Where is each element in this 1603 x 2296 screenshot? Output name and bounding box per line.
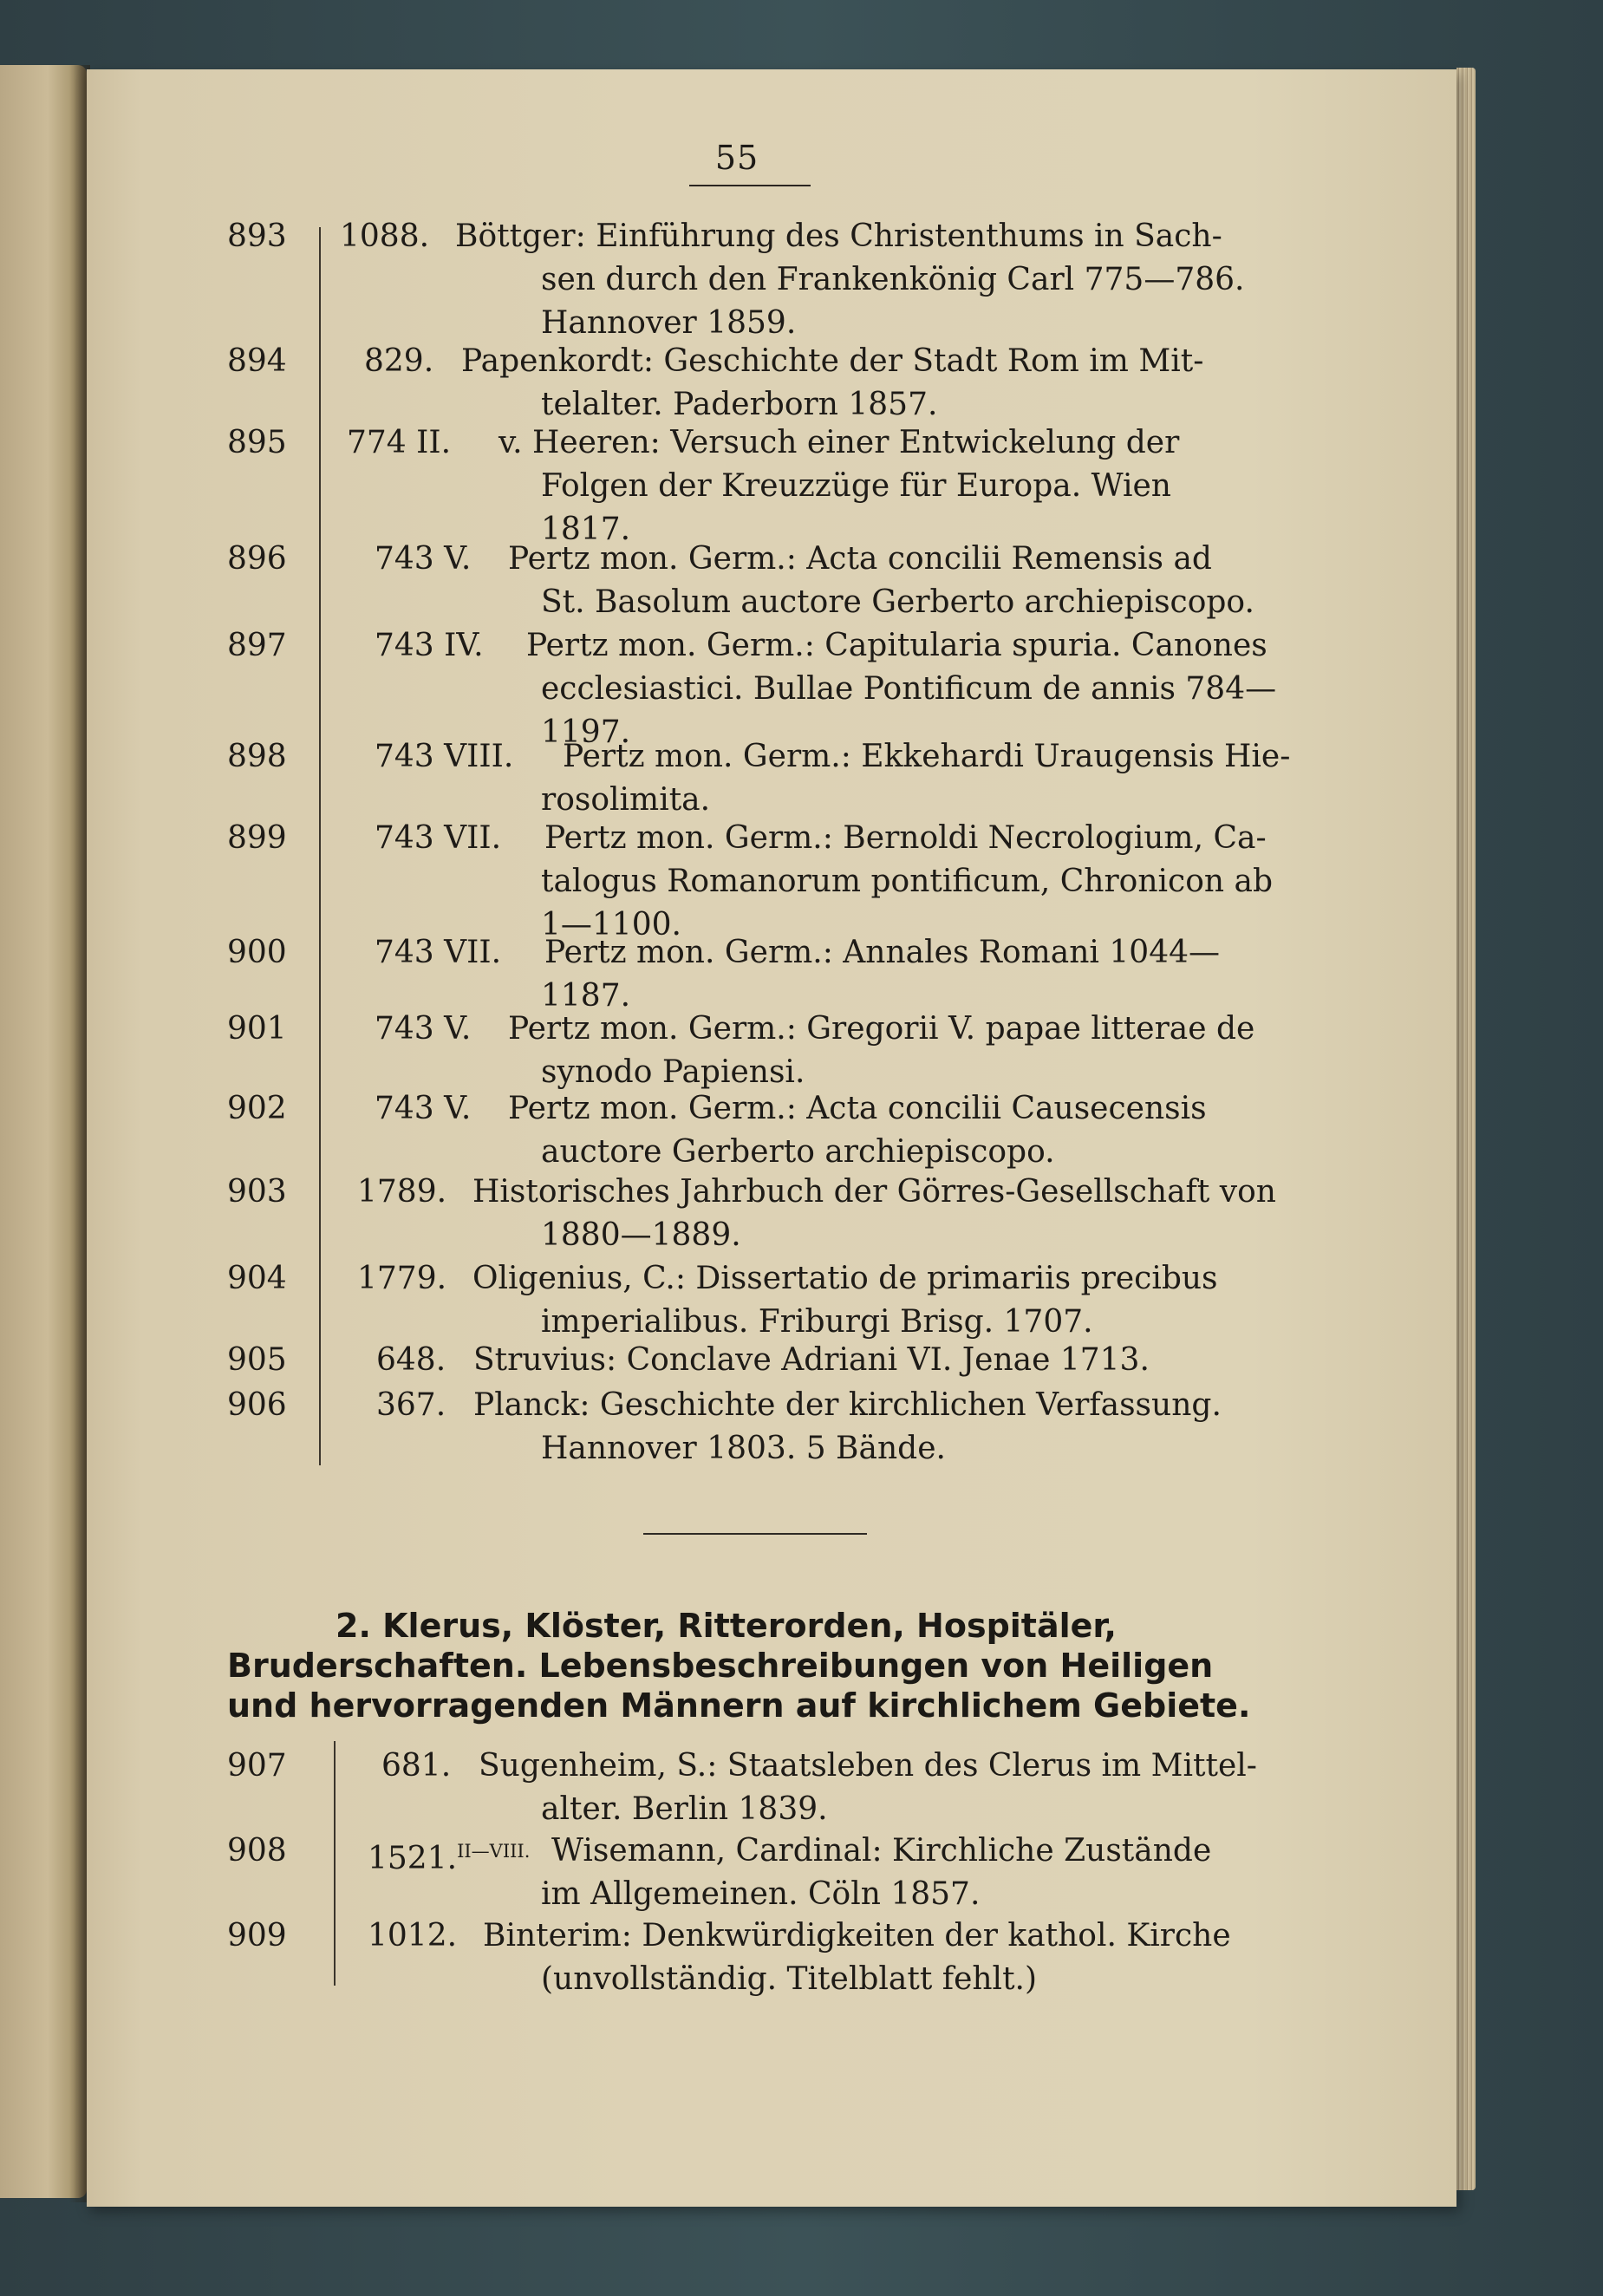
entry-text-line: auctore Gerberto archiepiscopo. bbox=[541, 1134, 1055, 1170]
entry-number: 909 bbox=[227, 1918, 287, 1954]
heading-line: Bruderschaften. Lebensbeschreibungen von Heiligen bbox=[227, 1647, 1214, 1685]
shelf-reference-volumes: II—VIII. bbox=[457, 1841, 531, 1862]
shelf-reference-number: 1789. bbox=[357, 1174, 447, 1210]
page-number-rule bbox=[689, 185, 811, 186]
shelf-reference-number: 648. bbox=[376, 1342, 446, 1378]
page-number: 55 bbox=[714, 139, 759, 177]
shelf-reference-number: 1012. bbox=[368, 1918, 458, 1954]
entry-number: 902 bbox=[227, 1091, 287, 1126]
shelf-reference-number: 681. bbox=[381, 1748, 452, 1784]
entry-text-line: talogus Romanorum pontificum, Chronicon ab bbox=[541, 864, 1274, 899]
shelf-reference-number: 743 VII. bbox=[375, 935, 502, 970]
entry-text-line: Pertz mon. Germ.: Bernoldi Necrologium, Ca- bbox=[544, 820, 1267, 856]
entry-text bbox=[340, 735, 1291, 822]
entry-text bbox=[340, 1008, 1276, 1094]
entry-number: 897 bbox=[227, 628, 287, 663]
entry-text-line: Hannover 1803. 5 Bände. bbox=[541, 1431, 946, 1466]
entry-text-line: Historisches Jahrbuch der Görres-Gesellschaft von bbox=[472, 1174, 1276, 1210]
shelf-reference-number: 743 IV. bbox=[375, 628, 484, 663]
entry-text bbox=[340, 1384, 1276, 1471]
entry-text bbox=[340, 1171, 1276, 1257]
heading-line: 2. Klerus, Klöster, Ritterorden, Hospitäler, bbox=[336, 1607, 1117, 1645]
entry-number: 898 bbox=[227, 739, 287, 774]
entry-text bbox=[340, 538, 1276, 624]
entry-text bbox=[340, 1087, 1276, 1174]
entry-text-line: synodo Papiensi. bbox=[541, 1054, 805, 1090]
shelf-reference-number: 743 V. bbox=[375, 541, 472, 577]
entry-text-line: Pertz mon. Germ.: Acta concilii Causecensis bbox=[508, 1091, 1207, 1126]
shelf-reference-number: 743 V. bbox=[375, 1091, 472, 1126]
entry-text-line: Binterim: Denkwürdigkeiten der kathol. Kirche bbox=[483, 1918, 1231, 1954]
entry-text bbox=[340, 340, 1276, 427]
entry-text-line: ecclesiastici. Bullae Pontificum de annis 784— bbox=[541, 671, 1277, 707]
entry-number: 896 bbox=[227, 541, 287, 577]
entry-text-line: St. Basolum auctore Gerberto archiepiscopo. bbox=[541, 584, 1254, 620]
entry-number: 894 bbox=[227, 343, 287, 379]
shelf-reference-number: 743 VII. bbox=[375, 820, 502, 856]
entry-text bbox=[340, 1745, 1276, 1831]
entry-number: 899 bbox=[227, 820, 287, 856]
entry-number: 900 bbox=[227, 935, 287, 970]
entry-text bbox=[340, 1257, 1276, 1344]
entry-number: 906 bbox=[227, 1387, 287, 1423]
entry-text-line: Pertz mon. Germ.: Ekkehardi Uraugensis Hie- bbox=[563, 739, 1291, 774]
entry-text-line: im Allgemeinen. Cöln 1857. bbox=[541, 1876, 981, 1912]
entry-text bbox=[340, 1830, 1276, 1916]
entry-text-line: sen durch den Frankenkönig Carl 775—786. bbox=[541, 262, 1245, 297]
entry-number: 901 bbox=[227, 1011, 287, 1047]
entry-text-line: v. Heeren: Versuch einer Entwickelung der bbox=[498, 425, 1180, 460]
page-stack-edge bbox=[1456, 68, 1476, 2190]
entry-text-line: Planck: Geschichte der kirchlichen Verfassung. bbox=[473, 1387, 1222, 1423]
entry-text-line: telalter. Paderborn 1857. bbox=[541, 387, 938, 422]
section-2-heading bbox=[227, 1606, 1285, 1725]
shelf-reference-number: 743 V. bbox=[375, 1011, 472, 1047]
shelf-reference-number: 829. bbox=[364, 343, 434, 379]
entry-text-line: Pertz mon. Germ.: Annales Romani 1044— bbox=[544, 935, 1221, 970]
section-divider bbox=[643, 1533, 867, 1535]
entry-text-line: Pertz mon. Germ.: Gregorii V. papae litterae de bbox=[508, 1011, 1255, 1047]
shelf-reference-number: 1779. bbox=[357, 1261, 447, 1296]
column-rule-1 bbox=[319, 227, 321, 1465]
shelf-reference-number: 774 II. bbox=[347, 425, 452, 460]
entry-text-line: Wisemann, Cardinal: Kirchliche Zustände bbox=[551, 1833, 1212, 1869]
entry-text bbox=[340, 421, 1276, 551]
entry-text-line: Pertz mon. Germ.: Acta concilii Remensis ad bbox=[508, 541, 1212, 577]
entry-number: 895 bbox=[227, 425, 287, 460]
entry-text bbox=[340, 215, 1276, 345]
shelf-reference-number: 1088. bbox=[340, 219, 430, 254]
entry-text-line: 1880—1889. bbox=[541, 1217, 741, 1253]
entry-text-line: alter. Berlin 1839. bbox=[541, 1791, 828, 1827]
entry-text-line: 1—1100. bbox=[541, 907, 681, 943]
shelf-reference-number: 367. bbox=[376, 1387, 446, 1423]
entry-text-line: 1187. bbox=[541, 978, 631, 1014]
entry-text-line: Papenkordt: Geschichte der Stadt Rom im Mit- bbox=[461, 343, 1204, 379]
column-rule-2 bbox=[334, 1741, 336, 1986]
entry-text-line: Pertz mon. Germ.: Capitularia spuria. Canones bbox=[526, 628, 1267, 663]
entry-text bbox=[340, 1339, 1276, 1382]
heading-line: und hervorragenden Männern auf kirchlichem Gebiete. bbox=[227, 1686, 1251, 1725]
entry-number: 908 bbox=[227, 1833, 287, 1869]
entry-text-line: Folgen der Kreuzzüge für Europa. Wien bbox=[541, 468, 1171, 504]
entry-text-line: Oligenius, C.: Dissertatio de primariis precibus bbox=[472, 1261, 1218, 1296]
shelf-reference-number: 743 VIII. bbox=[375, 739, 514, 774]
entry-text-line: Böttger: Einführung des Christenthums in Sach- bbox=[455, 219, 1222, 254]
entry-number: 904 bbox=[227, 1261, 287, 1296]
entry-text-line: 1197. bbox=[541, 714, 631, 750]
entry-text-line: Hannover 1859. bbox=[541, 305, 797, 341]
entry-number: 907 bbox=[227, 1748, 287, 1784]
entry-number: 905 bbox=[227, 1342, 287, 1378]
entry-text-line: Sugenheim, S.: Staatsleben des Clerus im Mittel- bbox=[479, 1748, 1257, 1784]
entry-text-line: rosolimita. bbox=[541, 782, 711, 818]
entry-number: 893 bbox=[227, 219, 287, 254]
entry-text bbox=[340, 1914, 1276, 2001]
entry-text bbox=[340, 817, 1276, 947]
entry-text bbox=[340, 931, 1276, 1018]
entry-text-line: imperialibus. Friburgi Brisg. 1707. bbox=[541, 1304, 1093, 1340]
entry-number: 903 bbox=[227, 1174, 287, 1210]
entry-text-line: (unvollständig. Titelblatt fehlt.) bbox=[541, 1961, 1038, 1997]
entry-text-line: 1817. bbox=[541, 512, 631, 547]
entry-text-line: Struvius: Conclave Adriani VI. Jenae 1713. bbox=[473, 1342, 1150, 1378]
shelf-reference-number: 1521. bbox=[368, 1841, 458, 1876]
